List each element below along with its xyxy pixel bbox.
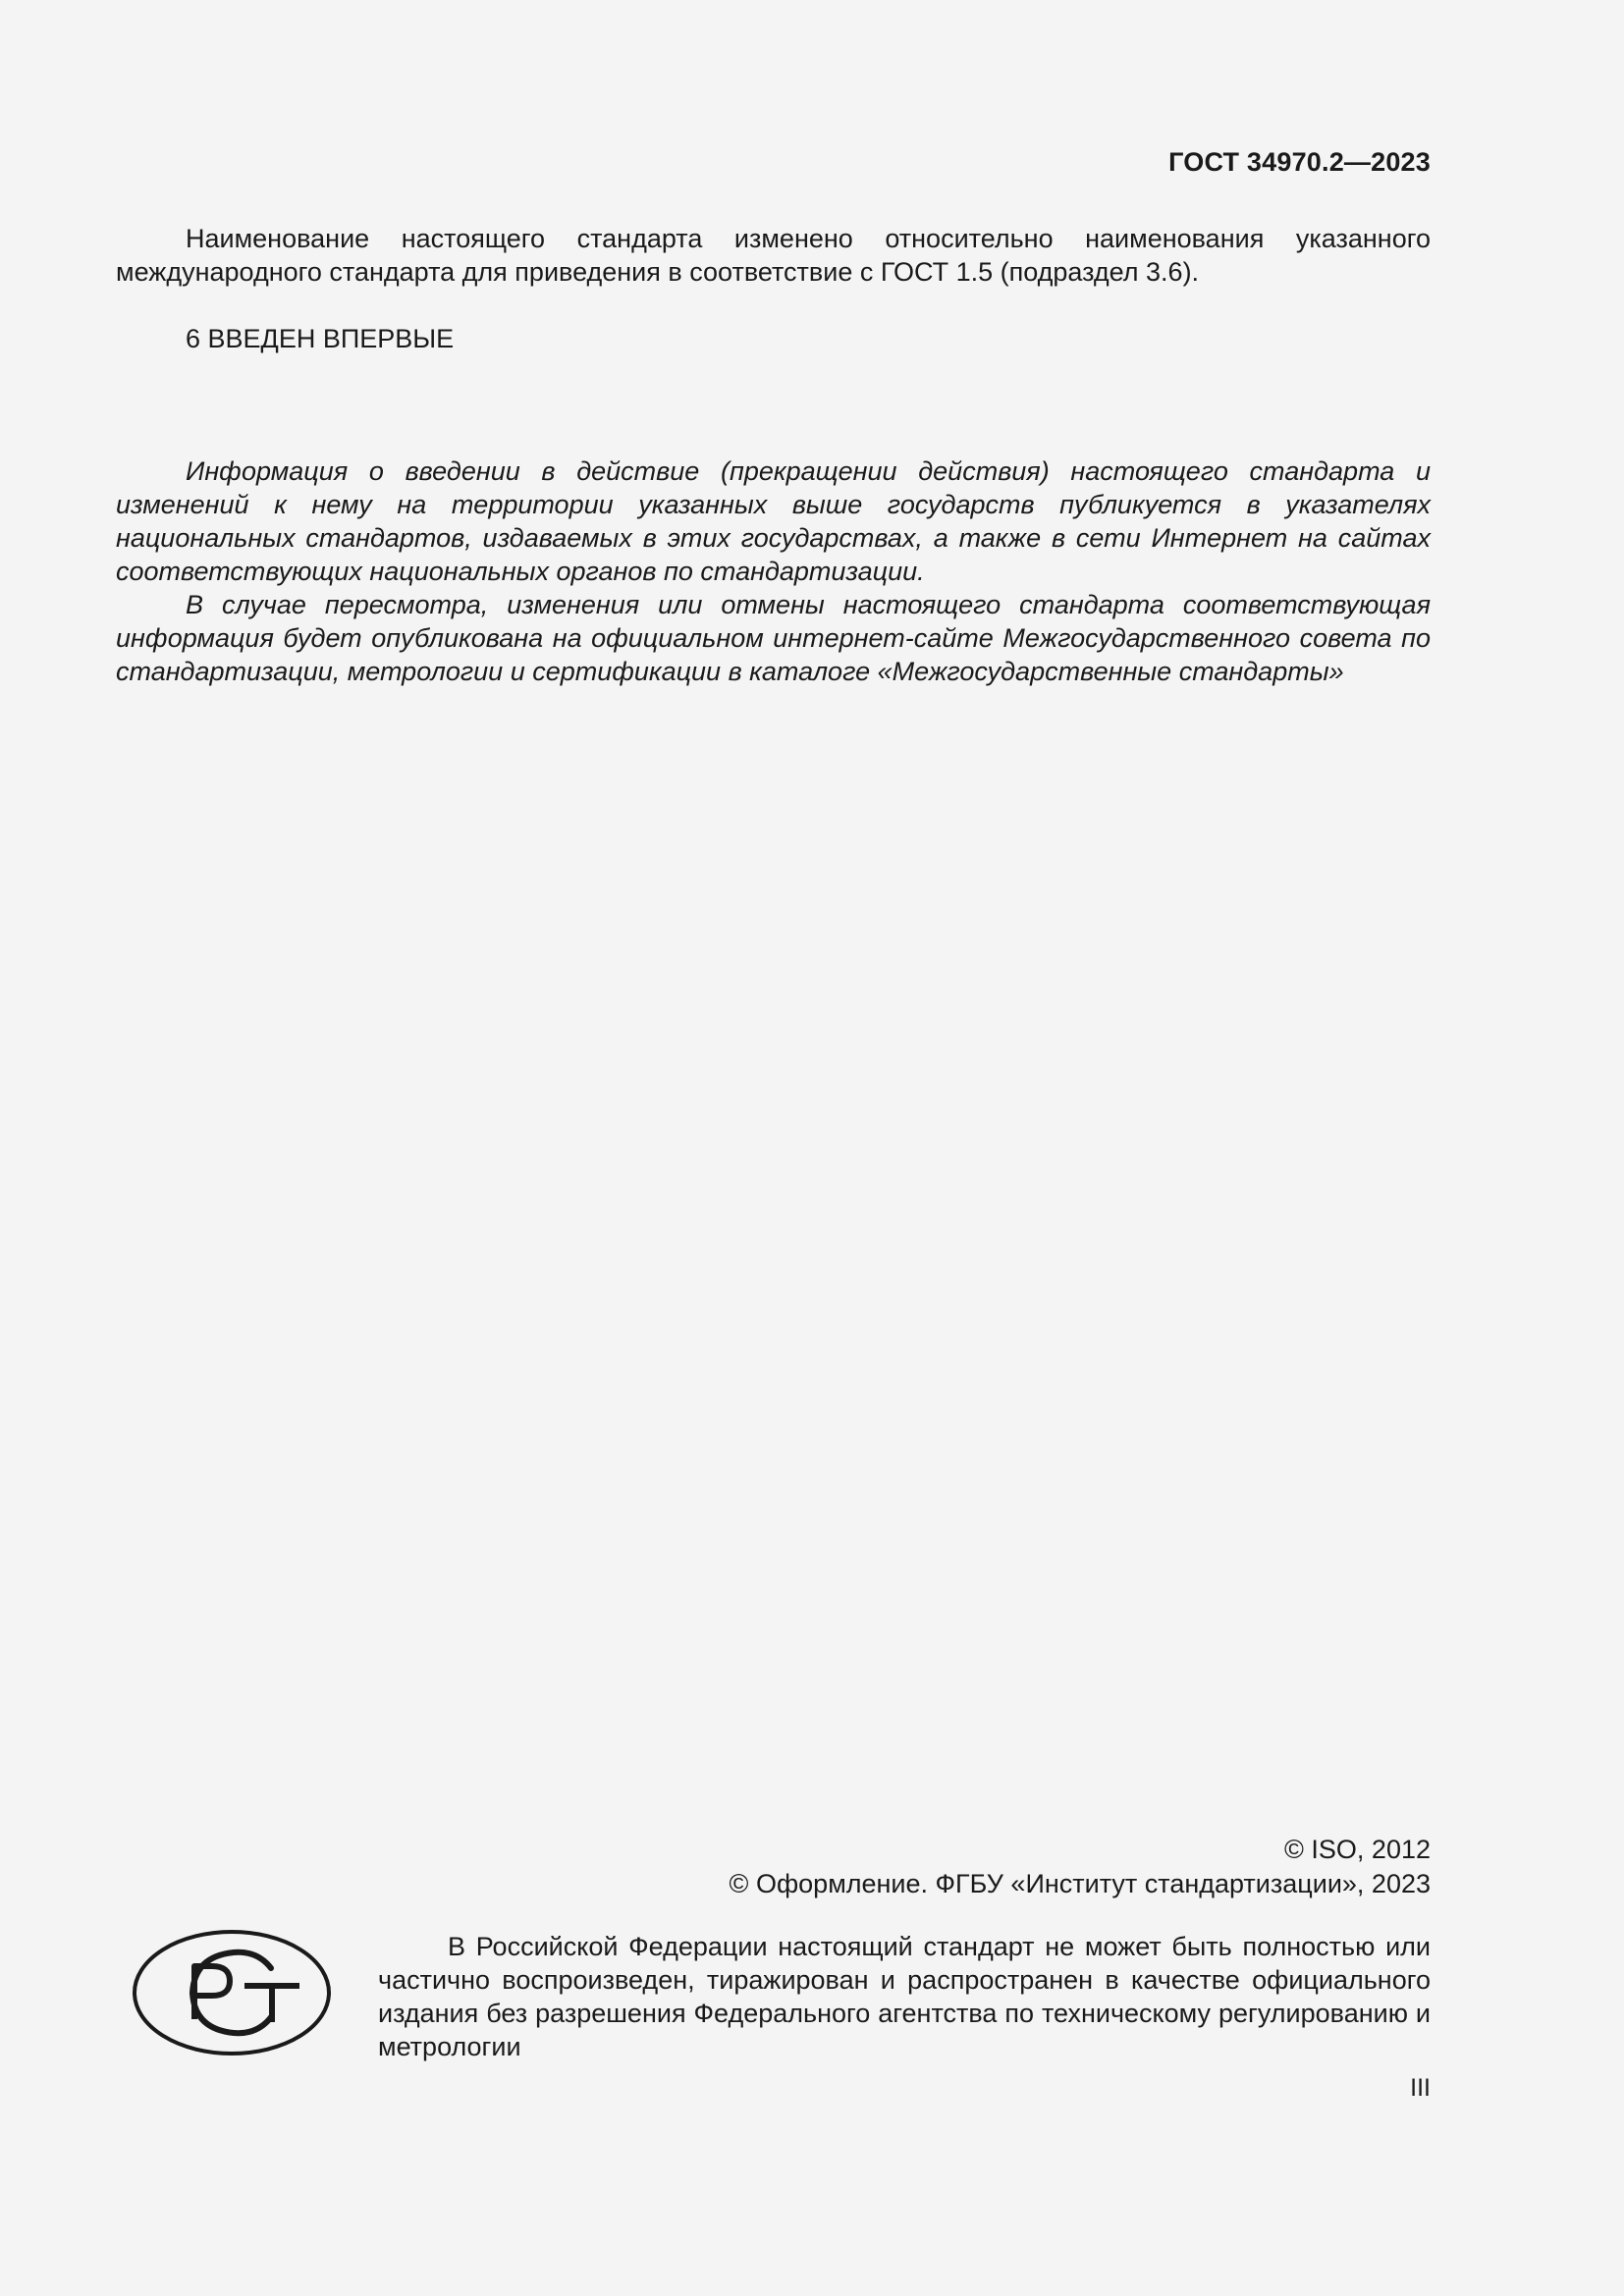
copyright-block bbox=[730, 1833, 1431, 1901]
publication-info-paragraph-1: Информация о введении в действие (прекращении действия) настоящего стандарта и изменений к нему на территории указанных выше государств публикуется в указателях национальных стандартов, издаваемых в этих государствах, а также в сети Интернет на сайтах соответствующих национальных органов по стандартизации. bbox=[116, 456, 1431, 586]
page-number: III bbox=[1410, 2074, 1431, 2102]
copyright-iso: © ISO, 2012 bbox=[1284, 1835, 1431, 1864]
publication-info bbox=[116, 454, 1431, 688]
publication-info-paragraph-2: В случае пересмотра, изменения или отмены настоящего стандарта соответствующая информация будет опубликована на официальном интернет-сайте Межгосударственного совета по стандартизации, метрологии и сертификации в каталоге «Межгосударственные стандарты» bbox=[116, 590, 1431, 686]
reproduction-notice bbox=[378, 1930, 1431, 2063]
rst-conformity-mark-icon bbox=[132, 1929, 332, 2056]
naming-note bbox=[116, 222, 1431, 289]
copyright-design: © Оформление. ФГБУ «Институт стандартизации», 2023 bbox=[729, 1869, 1431, 1898]
item-6 bbox=[116, 322, 1431, 355]
naming-note-text: Наименование настоящего стандарта изменено относительно наименования указанного международного стандарта для приведения в соответствие с ГОСТ 1.5 (подраздел 3.6). bbox=[116, 224, 1431, 287]
document-code: ГОСТ 34970.2—2023 bbox=[1168, 147, 1431, 177]
reproduction-notice-text: В Российской Федерации настоящий стандарт не может быть полностью или частично воспроизведен, тиражирован и распространен в качестве официального издания без разрешения Федерального агентства по техническому регулированию и метрологии bbox=[378, 1932, 1431, 2061]
item-6-text: 6 ВВЕДЕН ВПЕРВЫЕ bbox=[186, 324, 455, 353]
